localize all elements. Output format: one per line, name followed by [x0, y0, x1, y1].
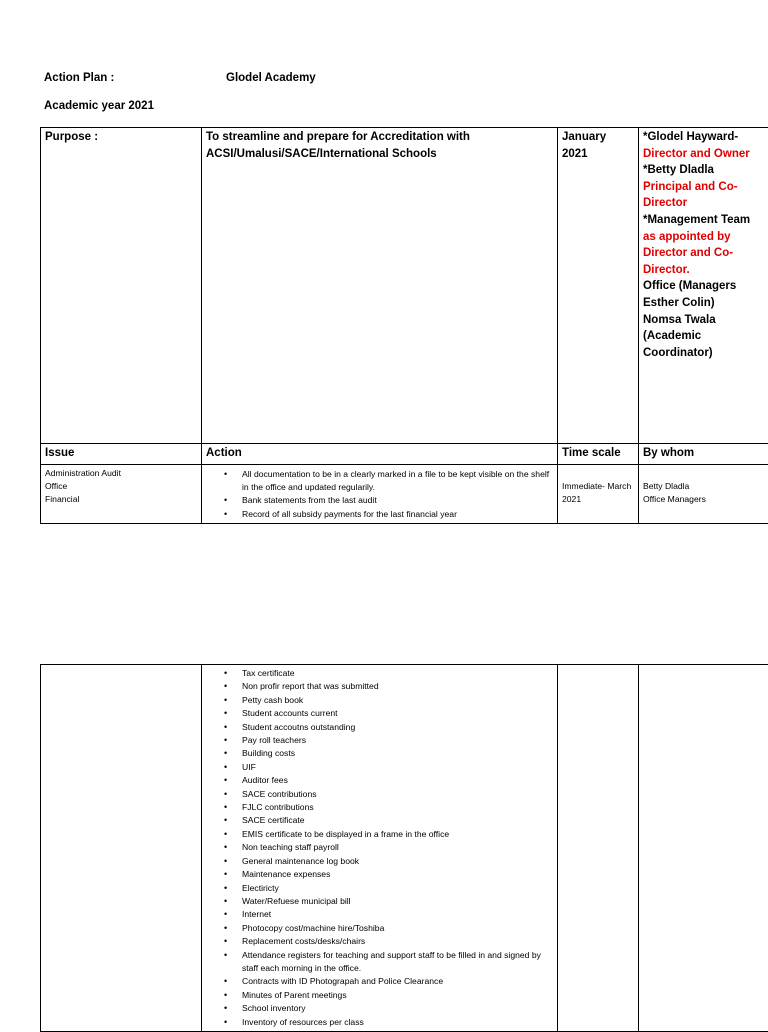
issue-cell	[41, 464, 202, 524]
list-item: • UIF	[242, 761, 553, 774]
list-item: • Replacement costs/desks/chairs	[242, 935, 553, 948]
list-item: • School inventory	[242, 1002, 553, 1015]
issue-item: Administration Audit	[45, 467, 197, 480]
school-name: Glodel Academy	[226, 72, 316, 84]
column-header-row	[41, 444, 768, 465]
action-cell	[202, 464, 558, 524]
column-header-action: Action	[202, 444, 558, 465]
continuation-table	[40, 664, 768, 1032]
action-plan-table	[40, 127, 768, 524]
by-whom-item: Office Managers	[643, 493, 764, 506]
list-item: • Attendance registers for teaching and support staff to be filled in and signed by staff each morning in the office.	[242, 949, 553, 976]
list-item: • Student accounts current	[242, 707, 553, 720]
responsible-person: *Glodel Hayward- Director and Owner	[643, 129, 764, 162]
action-list	[206, 666, 553, 1029]
list-item: • Minutes of Parent meetings	[242, 989, 553, 1002]
time-scale-cell	[558, 665, 639, 1032]
column-header-issue: Issue	[41, 444, 202, 465]
list-item: • SACE contributions	[242, 788, 553, 801]
table-row	[41, 464, 768, 524]
list-item: • FJLC contributions	[242, 801, 553, 814]
list-item: • General maintenance log book	[242, 855, 553, 868]
by-whom-item: Betty Dladla	[643, 480, 764, 493]
list-item: • Inventory of resources per class	[242, 1016, 553, 1029]
list-item: • EMIS certificate to be displayed in a frame in the office	[242, 828, 553, 841]
list-item: • Record of all subsidy payments for the last financial year	[242, 508, 553, 521]
column-header-time-scale: Time scale	[558, 444, 639, 465]
list-item: • All documentation to be in a clearly marked in a file to be kept visible on the shelf in the office and updated regularily.	[242, 468, 553, 495]
purpose-label: Purpose :	[41, 128, 202, 444]
list-item: • Building costs	[242, 747, 553, 760]
time-scale-cell: Immediate- March 2021	[558, 464, 639, 524]
list-item: • Electiricty	[242, 882, 553, 895]
responsible-person: *Management Team as appointed by Director and Co-Director.	[643, 212, 764, 278]
purpose-row	[41, 128, 768, 444]
responsible-people	[639, 128, 768, 444]
list-item: • Student accoutns outstanding	[242, 721, 553, 734]
issue-item: Office	[45, 480, 197, 493]
list-item: • Contracts with ID Photograpah and Police Clearance	[242, 975, 553, 988]
list-item: • Bank statements from the last audit	[242, 494, 553, 507]
list-item: • Maintenance expenses	[242, 868, 553, 881]
list-item: • Petty cash book	[242, 694, 553, 707]
list-item: • Non profir report that was submitted	[242, 680, 553, 693]
issue-item: Financial	[45, 493, 197, 506]
responsible-person: *Betty Dladla Principal and Co-Director	[643, 162, 764, 212]
issue-cell	[41, 665, 202, 1032]
list-item: • Pay roll teachers	[242, 734, 553, 747]
list-item: • Tax certificate	[242, 667, 553, 680]
responsible-person: Nomsa Twala (Academic Coordinator)	[643, 312, 764, 362]
action-cell	[202, 665, 558, 1032]
action-plan-label: Action Plan :	[44, 72, 114, 84]
academic-year: Academic year 2021	[44, 100, 154, 112]
list-item: • Internet	[242, 908, 553, 921]
list-item: • SACE certificate	[242, 814, 553, 827]
by-whom-cell	[639, 464, 768, 524]
table-row	[41, 665, 768, 1032]
list-item: • Non teaching staff payroll	[242, 841, 553, 854]
column-header-by-whom: By whom	[639, 444, 768, 465]
purpose-date: January 2021	[558, 128, 639, 444]
purpose-text: To streamline and prepare for Accreditation with ACSI/Umalusi/SACE/International Schools	[202, 128, 558, 444]
responsible-person: Office (Managers Esther Colin)	[643, 278, 764, 311]
list-item: • Photocopy cost/machine hire/Toshiba	[242, 922, 553, 935]
by-whom-cell	[639, 665, 768, 1032]
list-item: • Auditor fees	[242, 774, 553, 787]
list-item: • Water/Refuese municipal bill	[242, 895, 553, 908]
